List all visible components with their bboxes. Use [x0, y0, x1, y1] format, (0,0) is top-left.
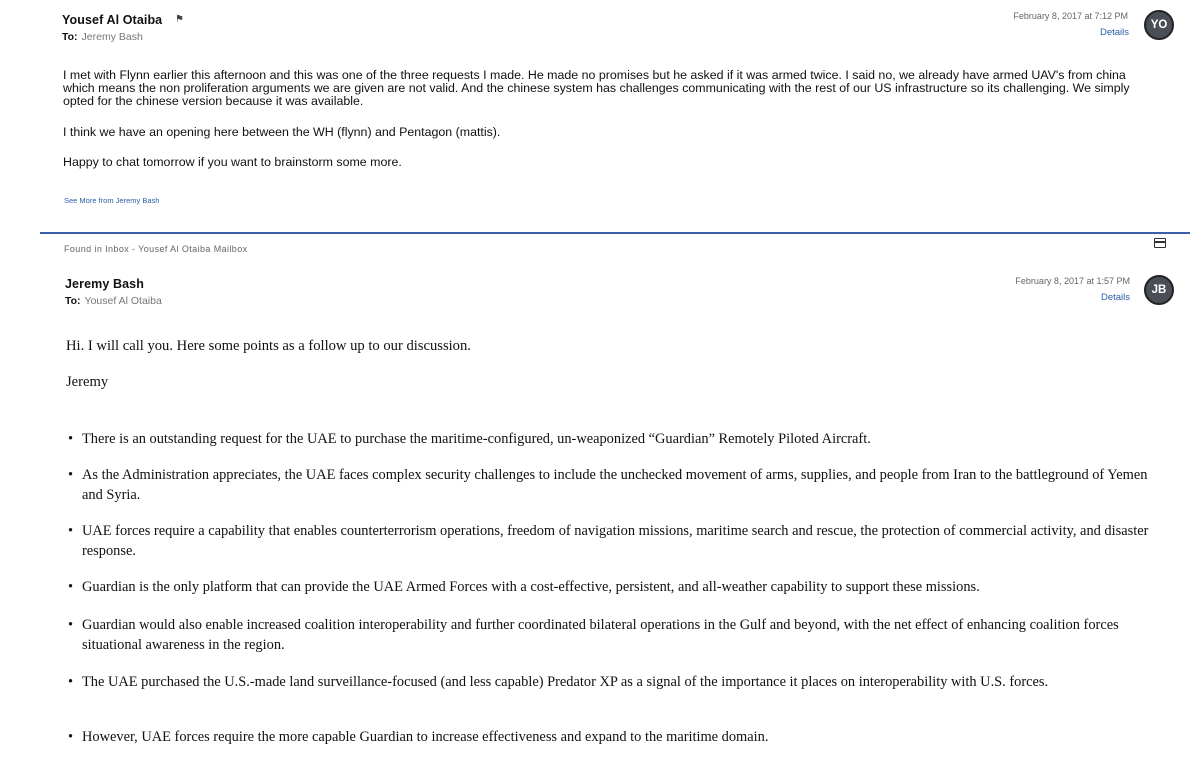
list-item: [68, 429, 1158, 449]
mailbox-icon[interactable]: [1154, 238, 1166, 248]
bullet-icon: •: [68, 579, 74, 595]
list-item: [68, 615, 1158, 655]
email2-recipient: [65, 295, 162, 307]
bullet-text: UAE forces require a capability that enables counterterrorism operations, freedom of navigation missions, maritime search and rescue, the protection of commercial activity, and disaster response.: [82, 523, 1149, 559]
email2-greeting: Hi. I will call you. Here some points as a follow up to our discussion.: [66, 338, 471, 354]
bullet-text: Guardian is the only platform that can provide the UAE Armed Forces with a cost-effective, persistent, and all-weather capability to support these missions.: [82, 579, 980, 595]
bullet-text: The UAE purchased the U.S.-made land surveillance-focused (and less capable) Predator XP as a signal of the importance it places on interoperability with U.S. forces.: [82, 674, 1049, 690]
see-more-link[interactable]: See More from Jeremy Bash: [64, 196, 160, 205]
email1-paragraph: I think we have an opening here between the WH (flynn) and Pentagon (mattis).: [63, 125, 501, 139]
bullet-icon: •: [68, 467, 74, 483]
to-label: To:: [65, 295, 81, 307]
list-item: [68, 465, 1158, 505]
avatar: JB: [1144, 275, 1174, 305]
found-in-label: Found in Inbox - Yousef Al Otaiba Mailbox: [64, 244, 248, 254]
divider: [40, 232, 1190, 234]
bullet-icon: •: [68, 523, 74, 539]
flag-icon[interactable]: ⚑: [175, 14, 184, 25]
bullet-text: Guardian would also enable increased coalition interoperability and further coordinated bilateral operations in the Gulf and beyond, with the net effect of enhancing coalition forces situational awareness in the region.: [82, 617, 1119, 653]
list-item: [68, 521, 1158, 561]
to-label: To:: [62, 31, 78, 43]
list-item: [68, 672, 1158, 692]
avatar: YO: [1144, 10, 1174, 40]
email1-sender: Yousef Al Otaiba: [62, 13, 163, 27]
list-item: [68, 577, 1158, 597]
bullet-text: However, UAE forces require the more capable Guardian to increase effectiveness and expand to the maritime domain.: [82, 729, 769, 745]
email2-signature: Jeremy: [66, 374, 109, 390]
email1-recipient: [62, 31, 143, 43]
email2-date: February 8, 2017 at 1:57 PM: [1015, 276, 1130, 286]
bullet-icon: •: [68, 674, 74, 690]
email1-paragraph: I met with Flynn earlier this afternoon and this was one of the three requests I made. He made no promises but he asked if it was armed twice. I said no, we already have armed UAV's from china which means the non proliferation arguments we are given are not valid. And the chinese system has challenges communicating with the rest of our US infrastructure so its challenging. We simply opted for the chinese version because it was available.: [63, 68, 1130, 108]
bullet-icon: •: [68, 617, 74, 633]
email1-details-link[interactable]: Details: [1099, 27, 1129, 38]
bullet-icon: •: [68, 729, 74, 745]
email1-date: February 8, 2017 at 7:12 PM: [1013, 11, 1128, 21]
email1-body: [63, 69, 1153, 169]
to-value: Jeremy Bash: [81, 31, 143, 43]
list-item: [68, 727, 1158, 747]
to-value: Yousef Al Otaiba: [84, 295, 162, 307]
bullet-text: There is an outstanding request for the UAE to purchase the maritime-configured, un-weaponized “Guardian” Remotely Piloted Aircraft.: [82, 431, 871, 447]
email2-sender: Jeremy Bash: [65, 277, 144, 291]
email1-paragraph: Happy to chat tomorrow if you want to brainstorm some more.: [63, 155, 402, 169]
bullet-text: As the Administration appreciates, the UAE faces complex security challenges to include the unchecked movement of arms, supplies, and people from Iran to the battleground of Yemen and Syria.: [82, 467, 1148, 503]
bullet-icon: •: [68, 431, 74, 447]
email2-details-link[interactable]: Details: [1100, 292, 1130, 303]
